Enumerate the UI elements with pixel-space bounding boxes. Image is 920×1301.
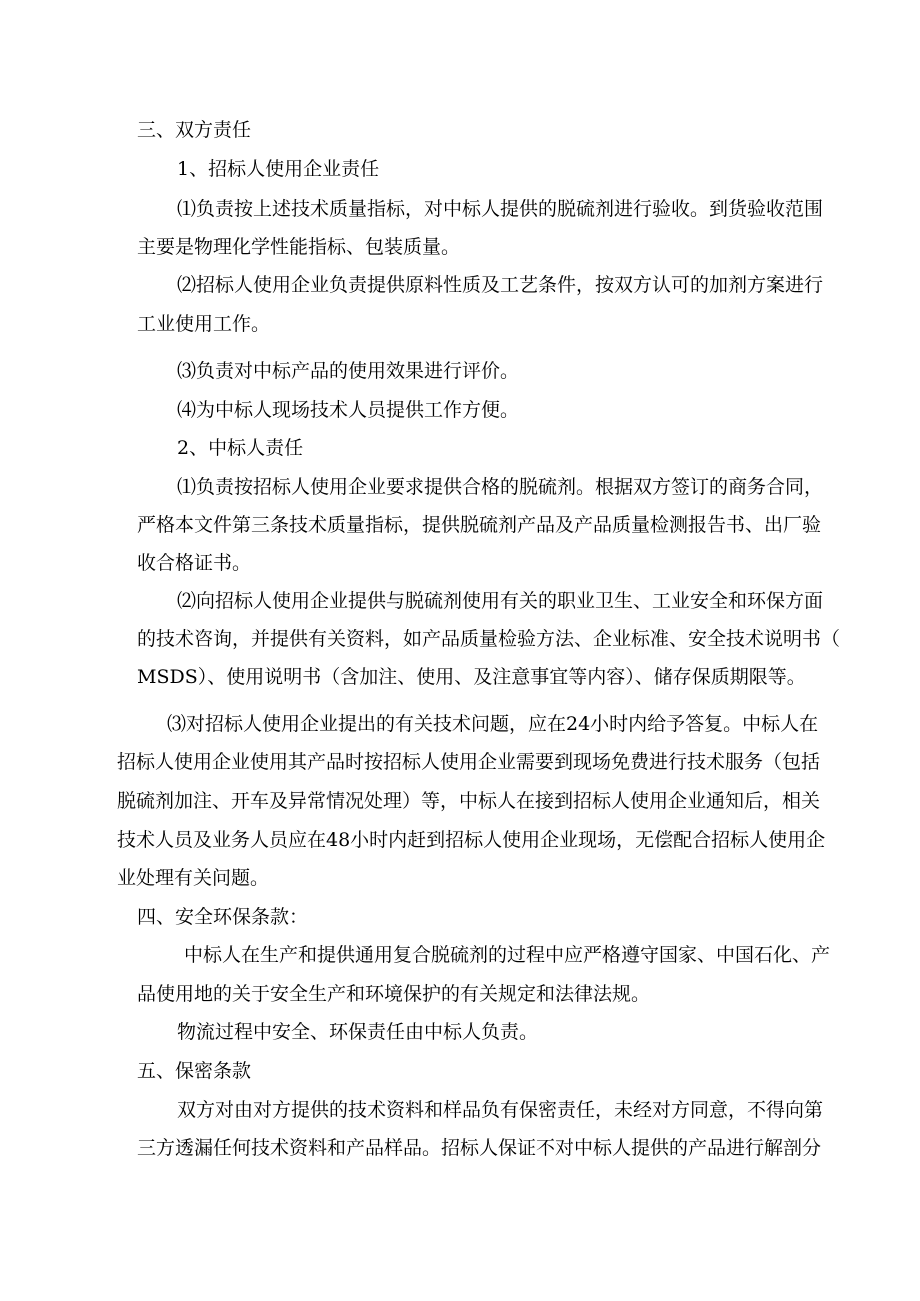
paragraph-line: ⑴负责按招标人使用企业要求提供合格的脱硫剂。根据双方签订的商务合同，	[177, 476, 824, 498]
paragraph-line: ⑶负责对中标产品的使用效果进行评价。	[177, 360, 520, 382]
paragraph-line: ⑶对招标人使用企业提出的有关技术问题，应在24小时内给予答复。中标人在	[167, 713, 819, 735]
subheading-tenderer-responsibility: 1、招标人使用企业责任	[177, 158, 380, 180]
paragraph-line: ⑵向招标人使用企业提供与脱硫剂使用有关的职业卫生、工业安全和环保方面	[177, 590, 824, 612]
paragraph-line: 三方透漏任何技术资料和产品样品。招标人保证不对中标人提供的产品进行解剖分	[137, 1137, 822, 1159]
paragraph-line: ⑷为中标人现场技术人员提供工作方便。	[177, 399, 520, 421]
paragraph-line: 品使用地的关于安全生产和环境保护的有关规定和法律法规。	[137, 983, 651, 1005]
section-heading-responsibilities: 三、双方责任	[137, 119, 252, 141]
paragraph-line: 脱硫剂加注、开车及异常情况处理）等，中标人在接到招标人使用企业通知后，相关	[117, 790, 821, 812]
paragraph-line: 招标人使用企业使用其产品时按招标人使用企业需要到现场免费进行技术服务（包括	[117, 751, 821, 773]
paragraph-line: MSDS）、使用说明书（含加注、使用、及注意事宜等内容）、储存保质期限等。	[137, 666, 806, 688]
paragraph-line: 中标人在生产和提供通用复合脱硫剂的过程中应严格遵守国家、中国石化、产	[184, 944, 831, 966]
paragraph-line: 主要是物理化学性能指标、包装质量。	[137, 236, 461, 258]
paragraph-line: 技术人员及业务人员应在48小时内赶到招标人使用企业现场，无偿配合招标人使用企	[117, 829, 826, 851]
paragraph-line: 物流过程中安全、环保责任由中标人负责。	[177, 1021, 539, 1043]
paragraph-line: 工业使用工作。	[137, 313, 271, 335]
section-heading-safety-environment: 四、安全环保条款：	[137, 906, 309, 928]
paragraph-line: 双方对由对方提供的技术资料和样品负有保密责任，未经对方同意，不得向第	[177, 1099, 824, 1121]
paragraph-line: ⑴负责按上述技术质量指标，对中标人提供的脱硫剂进行验收。到货验收范围	[177, 198, 824, 220]
paragraph-line: ⑵招标人使用企业负责提供原料性质及工艺条件，按双方认可的加剂方案进行	[177, 274, 824, 296]
paragraph-line: 严格本文件第三条技术质量指标，提供脱硫剂产品及产品质量检测报告书、出厂验	[137, 514, 822, 536]
subheading-bidder-responsibility: 2、中标人责任	[177, 437, 304, 459]
paragraph-line: 收合格证书。	[137, 552, 252, 574]
section-heading-confidentiality: 五、保密条款	[137, 1060, 252, 1082]
paragraph-line: 业处理有关问题。	[117, 867, 270, 889]
paragraph-line: 的技术咨询，并提供有关资料，如产品质量检验方法、企业标准、安全技术说明书（	[137, 628, 841, 650]
